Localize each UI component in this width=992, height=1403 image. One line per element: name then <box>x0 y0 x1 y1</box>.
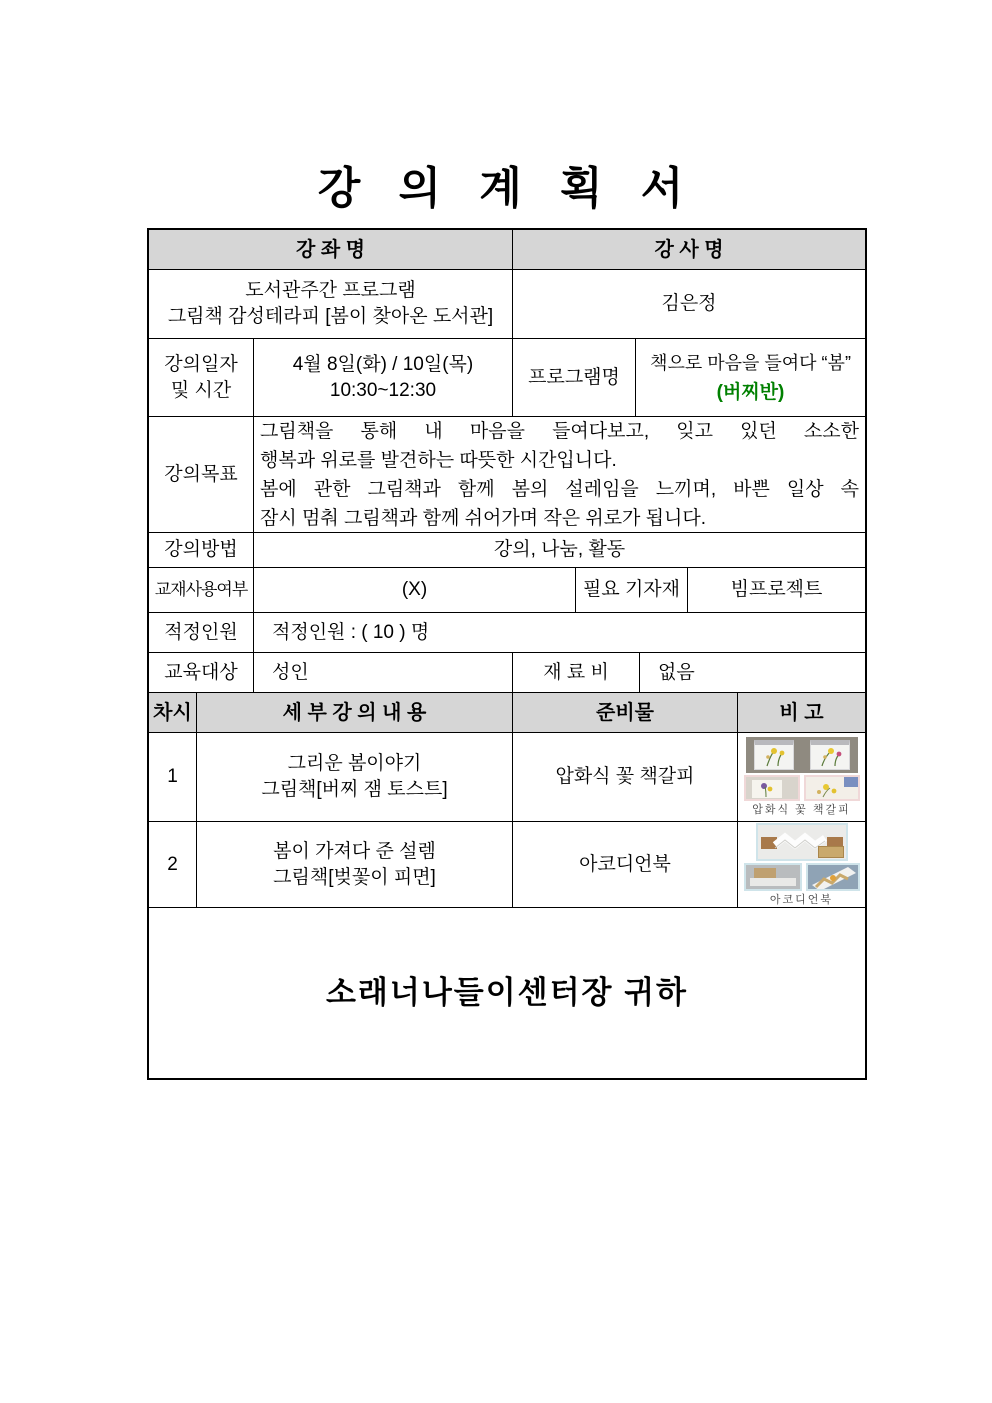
header-row <box>149 230 865 270</box>
lecture-plan-table <box>147 228 867 1080</box>
session-1-no: 1 <box>149 733 197 821</box>
session-row-1 <box>149 733 865 822</box>
session-1-detail-line2: 그림책[버찌 잼 토스트] <box>261 779 448 800</box>
schedule-label-line2: 및 시간 <box>170 379 232 401</box>
photo-collage-top <box>746 737 858 773</box>
program-name-line1: 책으로 마음을 들여다 “봄” <box>650 352 851 373</box>
page-title: 강 의 계 획 서 <box>317 164 697 213</box>
session-2-detail <box>197 822 513 907</box>
open-book-photo <box>744 775 800 801</box>
photo-caption: 압화식 꽃 책갈피 <box>752 804 851 816</box>
capacity-row <box>149 613 865 653</box>
photo-collage-bottom <box>744 775 860 801</box>
capacity-value: 적정인원 : ( 10 ) 명 <box>272 621 430 643</box>
session-1-detail <box>197 733 513 821</box>
method-row <box>149 533 865 568</box>
session-note-header: 비 고 <box>738 693 865 732</box>
method-label: 강의방법 <box>149 533 254 567</box>
objective-row <box>149 417 865 533</box>
textbook-row <box>149 568 865 613</box>
kraft-box <box>754 868 776 878</box>
white-cards <box>750 878 796 886</box>
schedule-label <box>149 339 254 416</box>
recipient-text: 소래너나들이센터장 귀하 <box>325 975 689 1010</box>
course-name-cell <box>149 270 513 338</box>
course-name-header: 강 좌 명 <box>149 230 513 269</box>
audience-label: 교육대상 <box>149 653 254 692</box>
photo-caption: 아코디언북 <box>769 893 834 906</box>
pressed-flower-icon <box>755 745 793 768</box>
audience-row <box>149 653 865 693</box>
material-fee-label: 재 료 비 <box>513 653 640 692</box>
pressed-flower-bookmark-photo <box>744 737 860 817</box>
session-2-no: 2 <box>149 822 197 907</box>
session-2-supplies: 아코디언북 <box>513 822 738 907</box>
session-row-2 <box>149 822 865 908</box>
accordion-zigzag-icon <box>808 865 858 889</box>
pressed-flower-icon <box>806 777 858 799</box>
equipment-label: 필요 기자재 <box>576 568 688 612</box>
schedule-label-line1: 강의일자 <box>164 353 238 375</box>
flower-spread-photo <box>804 775 860 801</box>
objective-cell <box>254 417 865 532</box>
accordion-book-photo <box>744 823 860 907</box>
session-1-supplies: 압화식 꽃 책갈피 <box>513 733 738 821</box>
equipment-value: 빔프로젝트 <box>730 579 823 600</box>
course-name-line1: 도서관주간 프로그램 <box>245 280 416 301</box>
material-fee-value: 없음 <box>658 661 695 683</box>
objective-line3: 봄에 관한 그림책과 함께 봄의 설레임을 느끼며, 바쁜 일상 속 <box>260 478 859 500</box>
kraft-box <box>818 846 844 858</box>
zigzag-strip-photo <box>806 863 860 891</box>
session-2-detail-line2: 그림책[벚꽃이 피면] <box>273 866 436 888</box>
session-supplies-header: 준비물 <box>513 693 738 732</box>
textbook-value: (X) <box>254 568 576 612</box>
objective-line4: 잠시 멈춰 그림책과 함께 쉬어가며 작은 위로가 됩니다. <box>260 507 707 529</box>
textbook-label: 교재사용여부 <box>149 568 254 612</box>
program-class-name: (버찌반) <box>716 381 785 403</box>
schedule-value <box>254 339 513 416</box>
capacity-label: 적정인원 <box>149 613 254 652</box>
session-1-detail-line1: 그리운 봄이야기 <box>287 753 422 774</box>
recipient-row <box>149 908 865 1078</box>
session-detail-header: 세 부 강 의 내 용 <box>197 693 513 732</box>
course-name-line2: 그림책 감성테라피 [봄이 찾아온 도서관] <box>167 306 494 327</box>
instructor-header: 강 사 명 <box>513 230 865 269</box>
session-2-note <box>738 822 865 907</box>
photo-collage-bottom <box>744 863 860 891</box>
course-row <box>149 270 865 339</box>
objective-line1: 그림책을 통해 내 마음을 들여다보고, 잊고 있던 소소한 <box>260 420 859 442</box>
session-2-detail-line1: 봄이 가져다 준 설렘 <box>273 840 436 862</box>
schedule-date: 4월 8일(화) / 10일(목) <box>292 353 474 375</box>
pressed-flower-icon <box>746 777 802 799</box>
program-name-label: 프로그램명 <box>513 339 636 416</box>
schedule-row <box>149 339 865 417</box>
method-value: 강의, 나눔, 활동 <box>493 539 626 560</box>
objective-label: 강의목표 <box>149 417 254 532</box>
schedule-time: 10:30~12:30 <box>329 379 437 401</box>
session-1-note <box>738 733 865 821</box>
boxes-photo <box>744 863 802 891</box>
sessions-header-row <box>149 693 865 733</box>
pressed-flower-icon <box>811 745 849 768</box>
accordion-book-main-photo <box>756 823 848 861</box>
audience-value: 성인 <box>254 653 513 692</box>
bookmark-sleeve <box>754 740 794 770</box>
bookmark-sleeve <box>810 740 850 770</box>
session-no-header: 차시 <box>149 693 197 732</box>
objective-line2: 행복과 위로를 발견하는 따뜻한 시간입니다. <box>260 449 617 471</box>
program-name-cell <box>636 339 865 416</box>
instructor-cell: 김은정 <box>661 293 717 314</box>
